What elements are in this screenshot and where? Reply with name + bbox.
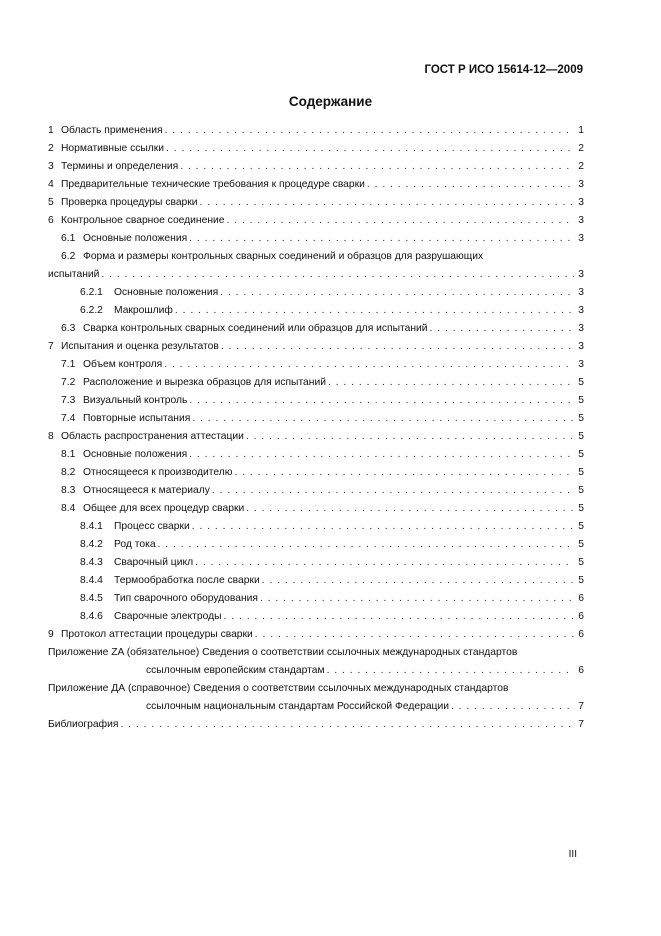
toc-entry-8-3[interactable] [48,482,584,500]
toc-page: 5 [578,521,584,532]
toc-number: 2 [48,143,54,154]
leader-dots [246,500,574,518]
leader-dots [192,518,574,536]
toc-entry-6-2-cont[interactable] [48,266,584,284]
toc-number: 8.4.5 [80,593,103,604]
toc-page: 5 [578,503,584,514]
document-header: ГОСТ Р ИСО 15614-12—2009 [424,64,583,76]
leader-dots [328,374,574,392]
toc-number: 8.4 [61,503,76,514]
toc-entry-5[interactable] [48,194,584,212]
leader-dots [120,716,574,734]
toc-label: Область применения [61,125,163,136]
leader-dots [262,572,574,590]
toc-label: Основные положения [114,287,219,298]
toc-entry-8-4-1[interactable] [48,518,584,536]
table-of-contents [48,122,584,734]
toc-page: 3 [578,341,584,352]
toc-entry-annex-da[interactable] [48,680,584,698]
toc-label: Термообработка после сварки [114,575,260,586]
toc-page: 6 [578,665,584,676]
toc-entry-annex-za[interactable] [48,644,584,662]
toc-number: 7.3 [61,395,76,406]
toc-number: 6.3 [61,323,76,334]
toc-number: 8.3 [61,485,76,496]
toc-entry-8-4-3[interactable] [48,554,584,572]
toc-label: Относящееся к материалу [83,485,210,496]
toc-label: Род тока [114,539,156,550]
toc-page: 1 [578,125,584,136]
toc-entry-8-4-4[interactable] [48,572,584,590]
leader-dots [166,140,574,158]
leader-dots [175,302,574,320]
toc-page: 6 [578,593,584,604]
leader-dots [195,554,574,572]
toc-label: Контрольное сварное соединение [61,215,225,226]
toc-number: 8.4.2 [80,539,103,550]
leader-dots [220,284,574,302]
toc-number: 7.1 [61,359,76,370]
toc-page: 5 [578,539,584,550]
toc-number: 6 [48,215,54,226]
leader-dots [221,338,574,356]
toc-page: 5 [578,413,584,424]
leader-dots [430,320,574,338]
toc-label: Предварительные технические требования к процедуре сварки [61,179,365,190]
toc-label: Основные положения [83,233,188,244]
toc-entry-2[interactable] [48,140,584,158]
page-number: III [568,849,577,860]
toc-entry-7-3[interactable] [48,392,584,410]
toc-entry-bibliography[interactable] [48,716,584,734]
toc-page: 3 [578,305,584,316]
toc-page: 5 [578,431,584,442]
toc-number: 6.1 [61,233,76,244]
toc-number: 7.4 [61,413,76,424]
toc-number: 6.2 [61,251,76,262]
toc-number: 5 [48,197,54,208]
toc-entry-8-4-6[interactable] [48,608,584,626]
toc-label: Сварка контрольных сварных соединений или образцов для испытаний [83,323,428,334]
leader-dots [189,392,574,410]
toc-number: 6.2.1 [80,287,103,298]
toc-label: Тип сварочного оборудования [114,593,258,604]
toc-number: 8.1 [61,449,76,460]
toc-page: 2 [578,143,584,154]
toc-number: 8 [48,431,54,442]
toc-number: 8.4.4 [80,575,103,586]
toc-entry-6-1[interactable] [48,230,584,248]
toc-entry-9[interactable] [48,626,584,644]
toc-number: 8.2 [61,467,76,478]
toc-number: 8.4.1 [80,521,103,532]
toc-entry-6[interactable] [48,212,584,230]
leader-dots [101,266,574,284]
toc-number: 1 [48,125,54,136]
toc-label: Процесс сварки [114,521,190,532]
toc-number: 8.4.3 [80,557,103,568]
toc-label: Проверка процедуры сварки [61,197,198,208]
toc-entry-8[interactable] [48,428,584,446]
toc-number: 6.2.2 [80,305,103,316]
toc-label: Повторные испытания [83,413,191,424]
toc-label: Нормативные ссылки [61,143,165,154]
toc-entry-6-2-1[interactable] [48,284,584,302]
leader-dots [180,158,574,176]
leader-dots [260,590,574,608]
page-title: Содержание [288,94,373,109]
toc-page: 2 [578,161,584,172]
toc-label: Относящееся к производителю [83,467,233,478]
toc-page: 3 [578,215,584,226]
toc-number: 8.4.6 [80,611,103,622]
toc-label: Термины и определения [61,161,179,172]
leader-dots [234,464,574,482]
leader-dots [451,698,574,716]
leader-dots [189,230,574,248]
toc-number: 7.2 [61,377,76,388]
toc-page: 3 [578,287,584,298]
toc-label: Сведения о соответствии ссылочных международных стандартов [202,647,518,658]
toc-label: Библиография [48,719,119,730]
leader-dots [367,176,574,194]
toc-number: 4 [48,179,54,190]
toc-page: 6 [578,629,584,640]
leader-dots [192,410,574,428]
annex-prefix: Приложение ZA (обязательное) [48,647,200,658]
toc-label: Сварочные электроды [114,611,222,622]
toc-page: 3 [578,179,584,190]
toc-label: Протокол аттестации процедуры сварки [61,629,253,640]
toc-entry-6-2[interactable] [48,248,584,266]
leader-dots [224,608,574,626]
leader-dots [164,356,574,374]
leader-dots [327,662,574,680]
leader-dots [158,536,574,554]
leader-dots [200,194,574,212]
toc-number: 9 [48,629,54,640]
toc-page: 5 [578,377,584,388]
toc-page: 5 [578,557,584,568]
toc-label-cont: ссылочным европейским стандартам [146,665,325,676]
toc-entry-3[interactable] [48,158,584,176]
toc-entry-8-4[interactable] [48,500,584,518]
toc-page: 3 [578,233,584,244]
leader-dots [227,212,574,230]
toc-page: 3 [578,269,584,280]
toc-page: 3 [578,323,584,334]
toc-entry-1[interactable] [48,122,584,140]
leader-dots [212,482,574,500]
toc-label: Сварочный цикл [114,557,194,568]
toc-page: 3 [578,359,584,370]
toc-entry-8-4-5[interactable] [48,590,584,608]
toc-entry-7-1[interactable] [48,356,584,374]
leader-dots [246,428,574,446]
toc-entry-8-4-2[interactable] [48,536,584,554]
toc-label: Испытания и оценка результатов [61,341,219,352]
toc-label-cont: ссылочным национальным стандартам Российской Федерации [146,701,449,712]
toc-label: Форма и размеры контрольных сварных соединений и образцов для разрушающих [83,251,484,262]
toc-entry-7-4[interactable] [48,410,584,428]
leader-dots [255,626,574,644]
toc-page: 5 [578,395,584,406]
toc-label: Основные положения [83,449,188,460]
toc-page: 7 [578,719,584,730]
toc-label: Общее для всех процедур сварки [83,503,245,514]
toc-label: Макрошлиф [114,305,173,316]
toc-entry-4[interactable] [48,176,584,194]
toc-page: 5 [578,449,584,460]
toc-entry-annex-da-cont[interactable] [48,698,584,716]
toc-entry-8-2[interactable] [48,464,584,482]
toc-label: Объем контроля [83,359,163,370]
toc-label: Визуальный контроль [83,395,188,406]
toc-number: 7 [48,341,54,352]
toc-number: 3 [48,161,54,172]
leader-dots [165,122,574,140]
toc-label: Расположение и вырезка образцов для испытаний [83,377,326,388]
toc-entry-7[interactable] [48,338,584,356]
toc-label-cont: испытаний [48,269,100,280]
toc-entry-8-1[interactable] [48,446,584,464]
leader-dots [189,446,574,464]
toc-entry-7-2[interactable] [48,374,584,392]
toc-label: Область распространения аттестации [61,431,244,442]
toc-page: 6 [578,611,584,622]
toc-entry-6-2-2[interactable] [48,302,584,320]
toc-page: 7 [578,701,584,712]
toc-page: 5 [578,575,584,586]
toc-page: 5 [578,485,584,496]
toc-page: 5 [578,467,584,478]
toc-page: 3 [578,197,584,208]
annex-prefix: Приложение ДА (справочное) [48,683,191,694]
toc-entry-annex-za-cont[interactable] [48,662,584,680]
toc-label: Сведения о соответствии ссылочных международных стандартов [193,683,509,694]
toc-entry-6-3[interactable] [48,320,584,338]
